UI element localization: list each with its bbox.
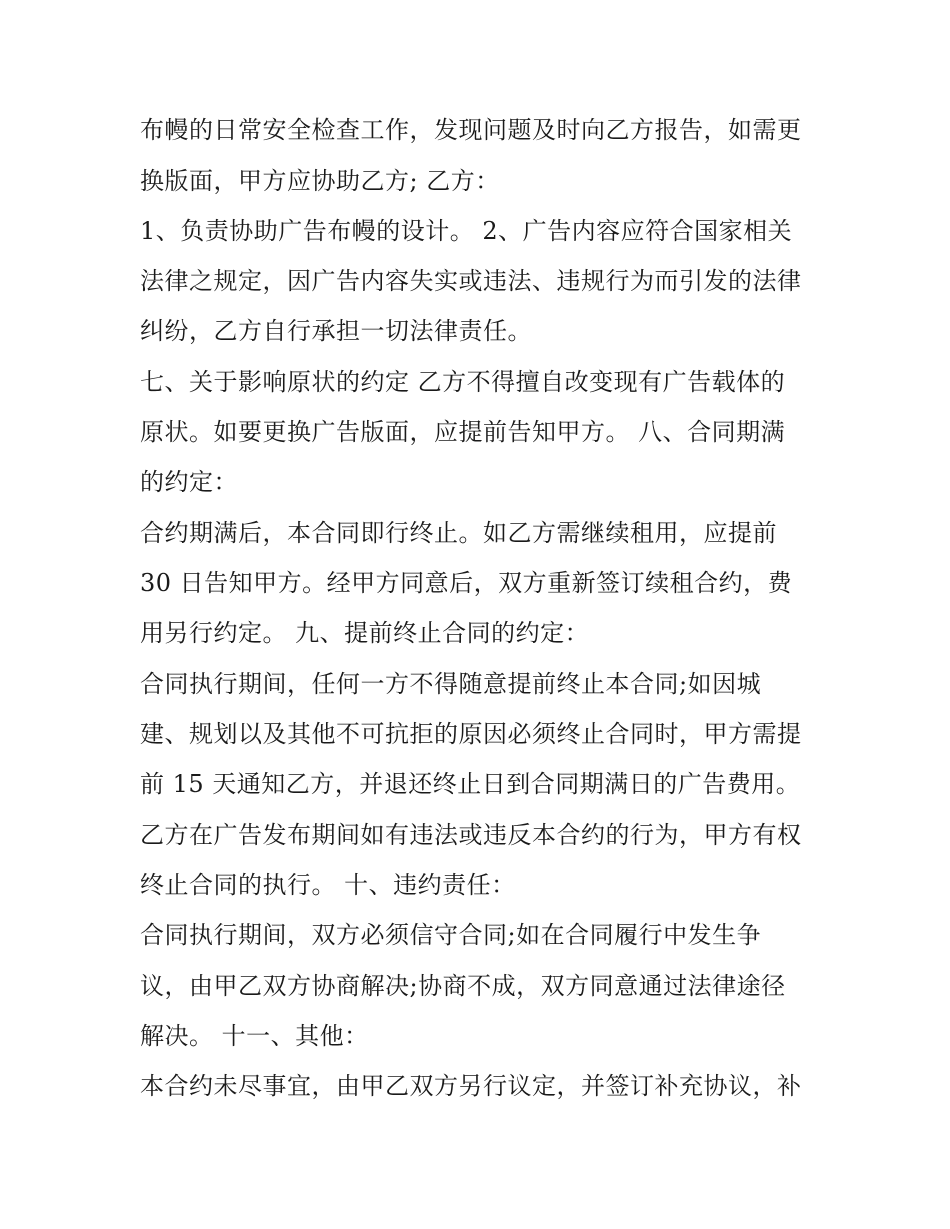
text-line: 本合约未尽事宜，由甲乙双方另行议定，并签订补充协议，补 xyxy=(140,1072,802,1100)
text-line: 解决。 十一、其他： xyxy=(140,1022,369,1050)
text-line: 纠纷，乙方自行承担一切法律责任。 xyxy=(140,317,532,345)
text-line: 议，由甲乙双方协商解决;协商不成，双方同意通过法律途径 xyxy=(140,972,786,1000)
text-line: 合约期满后，本合同即行终止。如乙方需继续租用，应提前 xyxy=(140,519,777,547)
text-line: 合同执行期间，任何一方不得随意提前终止本合同;如因城 xyxy=(140,670,762,698)
text-line: 30 日告知甲方。经甲方同意后，双方重新签订续租合约，费 xyxy=(140,569,793,597)
text-line: 七、关于影响原状的约定 乙方不得擅自改变现有广告载体的 xyxy=(140,368,786,396)
text-line: 建、规划以及其他不可抗拒的原因必须终止合同时，甲方需提 xyxy=(140,720,802,748)
text-line: 的约定： xyxy=(140,468,238,496)
text-line: 原状。如要更换广告版面，应提前告知甲方。 八、合同期满 xyxy=(140,418,786,446)
text-line: 合同执行期间，双方必须信守合同;如在合同履行中发生争 xyxy=(140,921,762,949)
text-line: 前 15 天通知乙方，并退还终止日到合同期满日的广告费用。 xyxy=(140,770,801,798)
text-line: 1、负责协助广告布幔的设计。 2、广告内容应符合国家相关 xyxy=(140,217,793,245)
text-line: 用另行约定。 九、提前终止合同的约定： xyxy=(140,619,590,647)
text-line: 换版面，甲方应协助乙方; 乙方： xyxy=(140,167,500,195)
text-line: 布幔的日常安全检查工作，发现问题及时向乙方报告，如需更 xyxy=(140,116,802,144)
text-line: 乙方在广告发布期间如有违法或违反本合约的行为，甲方有权 xyxy=(140,821,802,849)
text-line: 终止合同的执行。 十、违约责任： xyxy=(140,871,516,899)
text-line: 法律之规定，因广告内容失实或违法、违规行为而引发的法律 xyxy=(140,267,802,295)
